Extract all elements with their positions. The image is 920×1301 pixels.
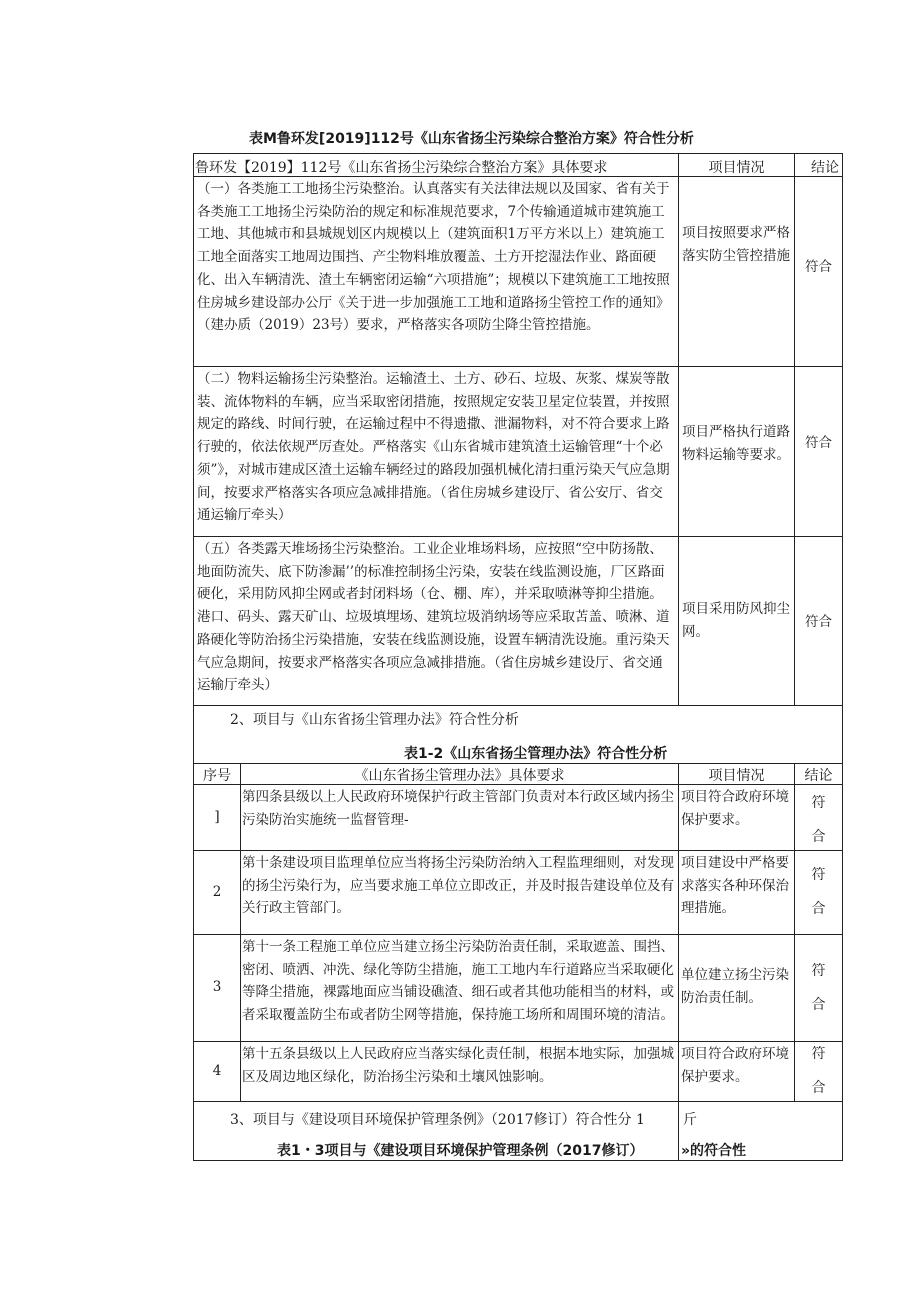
table1-row-1-situation: 项目按照要求严格落实防尘管控措施 <box>682 225 790 264</box>
table1-row-divider <box>193 536 843 537</box>
conclusion-char: 符 <box>811 795 826 811</box>
table3-caption: 表1・3项目与《建设项目环境保护管理条例（2017修订） <box>277 1143 644 1159</box>
conclusion-char: 合 <box>811 829 826 845</box>
table2-header-no: 序号 <box>203 768 231 784</box>
table2-row-4-conclusion <box>795 1037 842 1105</box>
section2-heading: 2、项目与《山东省扬尘管理办法》符合性分析 <box>230 712 519 728</box>
conclusion-char: 合 <box>811 901 826 917</box>
section3-heading: 3、项目与《建设项目环境保护管理条例》（2017修订）符合性分 1 <box>230 1112 645 1128</box>
table2-bottom-border <box>193 1101 843 1102</box>
table2-row-2-situation: 项目建设中严格要求落实各种环保治理措施。 <box>681 855 789 917</box>
table2-row-1-conclusion <box>795 786 842 854</box>
table2-row-1-requirement: 第四条县级以上人民政府环境保护行政主管部门负责对本行政区域内扬尘污染防治实施统一监督管理- <box>242 789 674 828</box>
conclusion-char: 符 <box>811 1046 826 1062</box>
table1-row-2-requirement: （二）物料运输扬尘污染整治。运输渣土、土方、砂石、垃圾、灰浆、煤炭等散装、流体物料的车辆，应当采取密闭措施，按照规定安装卫星定位装置，并按照规定的路线、时间行驶，在运输过程中不得遗撒、泄漏物料，对不符合要求上路行驶的，依法依规严厉查处。严格落实《山东省城市建筑渣土运输管理“十个必须”》，对城市建成区渣土运输车辆经过的路段加强机械化清扫重污染天气应急期间，按要求严格落实各项应急减排措施。（省住房城乡建设厅、省公安厅、省交通运输厅牵头） <box>197 371 670 524</box>
table2-header-requirement: 《山东省扬尘管理办法》具体要求 <box>354 768 565 784</box>
conclusion-char: 合 <box>811 1080 826 1096</box>
section3-heading-tail: 斤 <box>683 1112 697 1128</box>
table2-row-4-no: 4 <box>212 1063 222 1079</box>
table2-row-3-no: 3 <box>212 979 222 995</box>
section3-column-divider <box>678 1101 679 1161</box>
table2-row-2-no: 2 <box>212 884 222 900</box>
table2-top-border <box>193 763 843 764</box>
table1-row-3-situation: 项目采用防风抑尘网。 <box>682 601 790 640</box>
table2-row-4-situation: 项目符合政府环境保护要求。 <box>681 1046 789 1085</box>
conclusion-char: 符 <box>811 867 826 883</box>
table2-row-divider <box>193 1041 843 1042</box>
table2-header-conclusion: 结论 <box>804 768 833 784</box>
table1-column-divider <box>678 153 679 705</box>
table1-bottom-divider <box>193 705 843 706</box>
table2-caption: 表1-2《山东省扬尘管理办法》符合性分析 <box>404 746 668 762</box>
table3-caption-tail: »的符合性 <box>681 1143 747 1159</box>
table1-row-2-conclusion: 符合 <box>805 435 832 451</box>
table2-column-divider <box>240 763 241 1101</box>
table2-row-2-conclusion <box>795 858 842 926</box>
table2-row-3-requirement: 第十一条工程施工单位应当建立扬尘污染防治责任制，采取遮盖、围挡、密闭、喷洒、冲洗、绿化等防尘措施，施工工地内车行道路应当采取硬化等降尘措施，裸露地面应当铺设礁渣、细石或者其他功能相当的材料，或者采取覆盖防尘布或者防尘网等措施，保持施工场所和周围环境的清洁。 <box>242 939 674 1024</box>
table1-caption: 表M鲁环发[2019]112号《山东省扬尘污染综合整治方案》符合性分析 <box>249 131 694 147</box>
table2-column-divider <box>678 763 679 1101</box>
table1-row-3-conclusion: 符合 <box>805 614 832 630</box>
table2-row-divider <box>193 850 843 851</box>
table1-row-3-requirement: （五）各类露天堆场扬尘污染整治。工业企业堆场料场，应按照“空中防扬散、地面防流失、底下防渗漏’’的标准控制扬尘污染，安装在线监测设施，厂区路面硬化，采用防风抑尘网或者封闭料场（仓、棚、库），并采取喷淋等抑尘措施。港口、码头、露天矿山、垃圾填埋场、建筑垃圾消纳场等应采取苫盖、喷淋、道路硬化等防治扬尘污染措施，安装在线监测设施，设置车辆清洗设施。重污染天气应急期间，按要求严格落实各项应急减排措施。（省住房城乡建设厅、省交通运输厅牵头） <box>197 541 670 694</box>
conclusion-char: 符 <box>811 963 826 979</box>
table2-row-1-situation: 项目符合政府环境保护要求。 <box>681 789 789 828</box>
table2-row-divider <box>193 934 843 935</box>
table2-row-4-requirement: 第十五条县级以上人民政府应当落实绿化责任制，根据本地实际，加强城区及周边地区绿化，防治扬尘污染和土壤风蚀影响。 <box>242 1046 674 1085</box>
table2-header-situation: 项目情况 <box>708 768 765 784</box>
table1-row-1-requirement: （一）各类施工工地扬尘污染整治。认真落实有关法律法规以及国家、省有关于各类施工工地扬尘污染防治的规定和标准规范要求，7个传输通道城市建筑施工工地、其他城市和县城规划区内规模以上（建筑面积1万平方米以上）建筑施工工地全面落实工地周边围挡、产尘物料堆放覆盖、土方开挖湿法作业、路面硬化、出入车辆清洗、渣土车辆密闭运输“六项措施”；规模以下建筑施工工地按照住房城乡建设部办公厅《关于进一步加强施工工地和道路扬尘管控工作的通知》（建办质（2019）23号）要求，严格落实各项防尘降尘管控措施。 <box>197 181 670 334</box>
table2-row-3-conclusion <box>795 954 842 1022</box>
table2-row-1-no: ] <box>214 809 220 825</box>
table1-row-divider <box>193 366 843 367</box>
table1-header-conclusion: 结论 <box>811 160 839 176</box>
table1-header-situation: 项目情况 <box>708 160 765 176</box>
conclusion-char: 合 <box>811 997 826 1013</box>
table1-header-requirement: 鲁环发【2019】112号《山东省扬尘污染综合整治方案》具体要求 <box>195 160 608 176</box>
table2-row-3-situation: 单位建立扬尘污染防治责任制。 <box>681 967 789 1006</box>
table1-row-2-situation: 项目严格执行道路物料运输等要求。 <box>682 424 790 463</box>
table2-row-2-requirement: 第十条建设项目监理单位应当将扬尘污染防治纳入工程监理细则，对发现的扬尘污染行为，应当要求施工单位立即改正，并及时报告建设单位及有关行政主管部门。 <box>242 855 674 917</box>
table1-row-1-conclusion: 符合 <box>805 259 832 275</box>
